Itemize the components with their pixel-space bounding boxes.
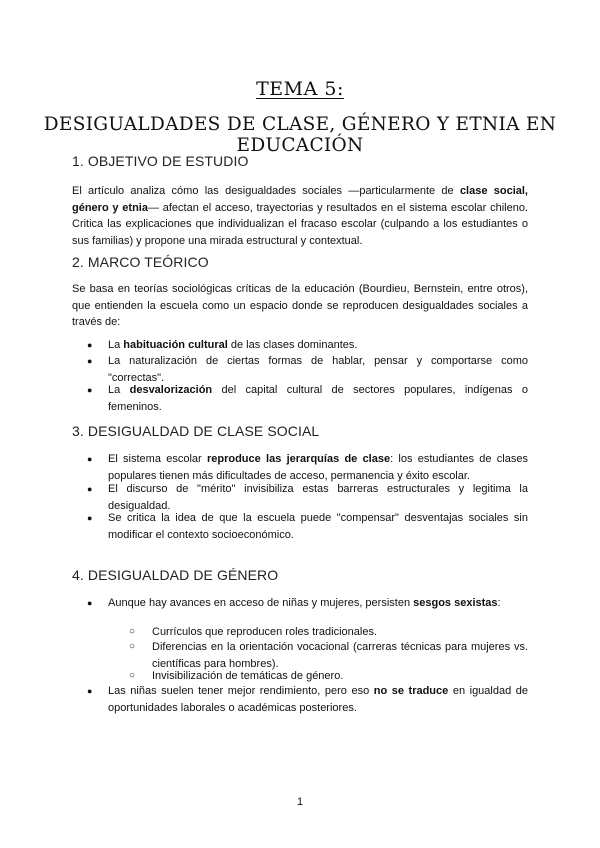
s4-sub1: Currículos que reproducen roles tradicionales.: [152, 626, 378, 638]
section-4-heading: 4. DESIGUALDAD DE GÉNERO: [72, 567, 279, 583]
circle-bullet-icon: ○: [129, 670, 136, 681]
s3-b2: El discurso de "mérito" invisibiliza estas barreras estructurales y legitima la desigualdad.: [108, 483, 528, 512]
list-item: [72, 510, 528, 543]
s4-b1-bold: sesgos sexistas: [413, 597, 498, 609]
s4-sub2: Diferencias en la orientación vocacional (carreras técnicas para mujeres vs. científicas para hombres).: [152, 641, 528, 670]
s2-b3-pre: La: [108, 384, 130, 396]
s2-b1-pre: La: [108, 339, 124, 351]
s3-b1-pre: El sistema escolar: [108, 453, 207, 465]
list-item: [72, 337, 528, 354]
s4-sub3: Invisibilización de temáticas de género.: [152, 670, 344, 682]
bullet-icon: ●: [87, 598, 93, 608]
circle-bullet-icon: ○: [129, 626, 136, 637]
bullet-icon: ●: [87, 385, 93, 395]
section-3-heading: 3. DESIGUALDAD DE CLASE SOCIAL: [72, 423, 320, 439]
s2-b3-post: del capital cultural de sectores populares, indígenas o femeninos.: [108, 384, 529, 413]
s1-text-a: El artículo analiza cómo las desigualdades sociales —particularmente de: [72, 185, 460, 197]
s2-b1-bold: habituación cultural: [123, 339, 228, 351]
bullet-icon: ●: [87, 513, 93, 523]
title-line-1: TEMA 5:: [256, 78, 344, 100]
s4-b2-pre: Las niñas suelen tener mejor rendimiento, pero eso: [108, 685, 374, 697]
section-2-intro: Se basa en teorías sociológicas críticas de la educación (Bourdieu, Bernstein, entre otros), que entienden la escuela como un espacio donde se reproducen desigualdades sociales a través de:: [72, 283, 528, 328]
bullet-icon: ●: [87, 340, 93, 350]
title-line-2: DESIGUALDADES DE CLASE, GÉNERO Y ETNIA EN EDUCACIÓN: [43, 114, 557, 156]
s4-b2-bold: no se traduce: [373, 685, 449, 697]
s4-b2-post: en igualdad de oportunidades laborales o académicas posteriores.: [108, 685, 529, 714]
s1-text-c: — afectan el acceso, trayectorias y resultados en el sistema escolar chileno. Critica las explicaciones que individualizan el fracaso escolar (culpando a los estudiantes o sus familias) y propone una mirada estructural y contextual.: [72, 201, 528, 247]
list-item: [72, 382, 528, 415]
s1-bold-a: clase social, género y etnia: [72, 185, 528, 214]
bullet-icon: ●: [87, 454, 93, 464]
list-item: [72, 595, 528, 612]
list-item: [72, 683, 528, 716]
s3-b3: Se critica la idea de que la escuela puede "compensar" desventajas sociales sin modificar el contexto socioeconómico.: [108, 512, 528, 541]
list-item: [72, 451, 528, 484]
page-number: 1: [296, 796, 304, 808]
bullet-icon: ●: [87, 356, 93, 366]
s3-b1-post: : los estudiantes de clases populares tienen más dificultades de acceso, permanencia y éxito escolar.: [108, 453, 528, 482]
bullet-icon: ●: [87, 484, 93, 494]
s2-b1-post: de las clases dominantes.: [227, 339, 358, 351]
s3-b1-bold: reproduce las jerarquías de clase: [206, 453, 391, 465]
section-1-paragraph: [72, 183, 528, 249]
s4-b1-post: :: [497, 597, 501, 609]
s2-b3-bold: desvalorización: [129, 384, 213, 396]
bullet-icon: ●: [87, 686, 93, 696]
s4-b1-pre: Aunque hay avances en acceso de niñas y mujeres, persisten: [108, 597, 414, 609]
circle-bullet-icon: ○: [129, 641, 136, 652]
s2-b2: La naturalización de ciertas formas de hablar, pensar y comportarse como "correctas".: [108, 355, 528, 384]
section-2-heading: 2. MARCO TEÓRICO: [72, 254, 209, 270]
section-1-heading: 1. OBJETIVO DE ESTUDIO: [72, 153, 249, 169]
